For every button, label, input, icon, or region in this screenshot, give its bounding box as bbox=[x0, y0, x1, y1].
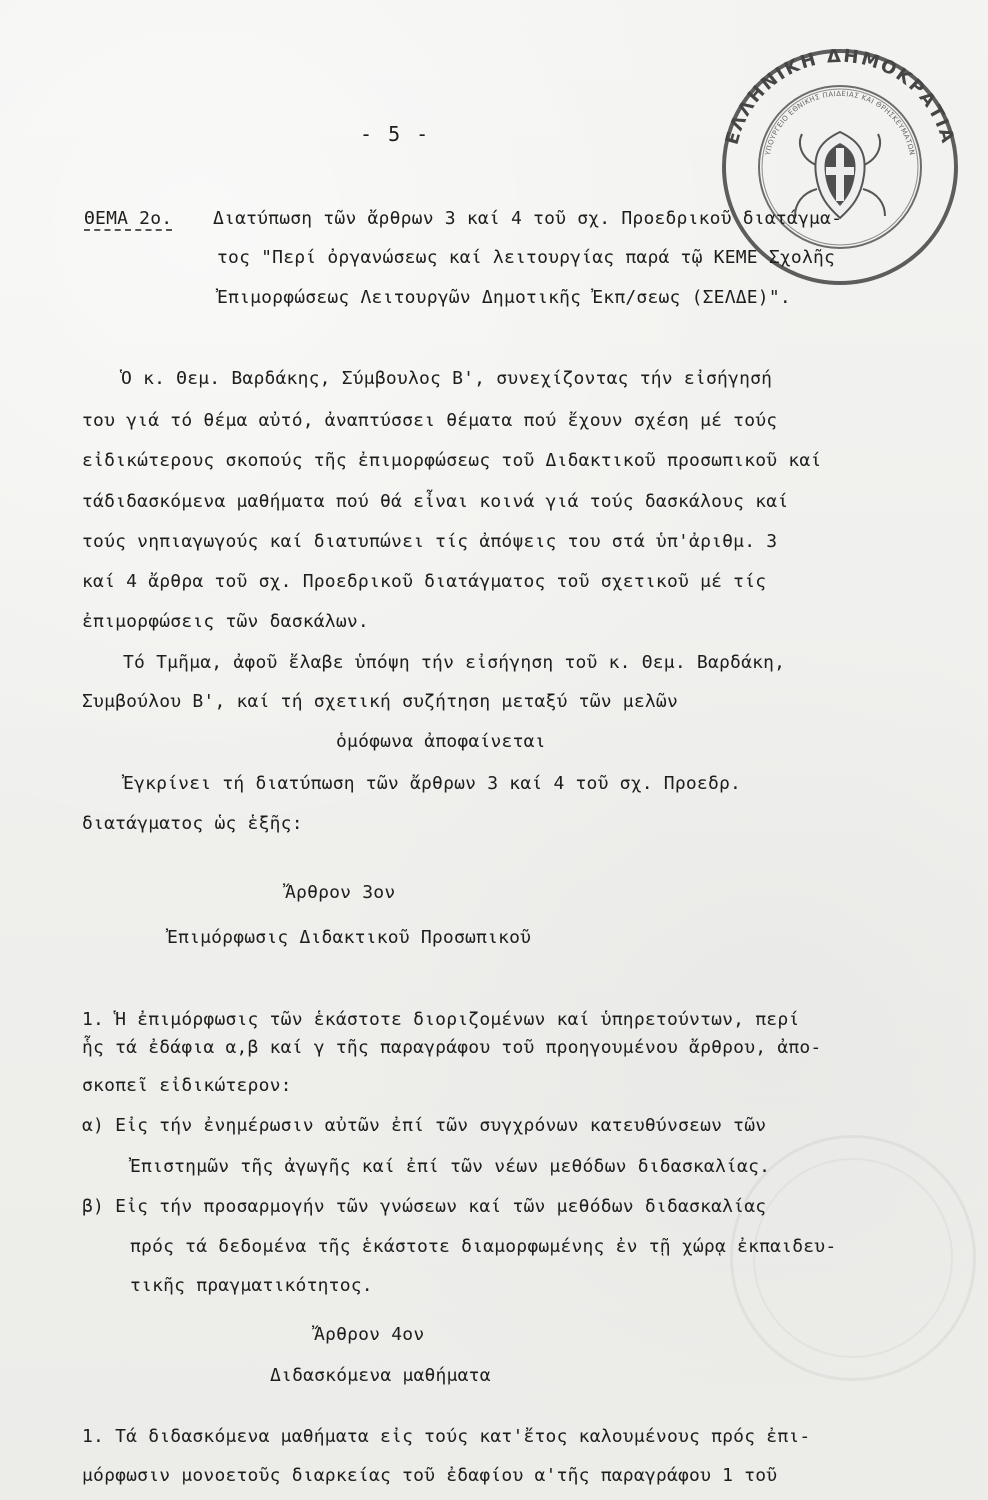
article-4-clause-1-line-2: μόρφωσιν μονοετοῦς διαρκείας τοῦ ἐδαφίου α'τῆς παραγράφου 1 τοῦ bbox=[82, 1465, 778, 1486]
stamp-outer-text: ΕΛΛΗΝΙΚΗ ΔΗΜΟΚΡΑΤΙΑ bbox=[721, 45, 959, 147]
stamp-inner-text: ΥΠΟΥΡΓΕΙΟ ΕΘΝΙΚΗΣ ΠΑΙΔΕΙΑΣ ΚΑΙ ΘΡΗΣΚΕΥΜΑΤΩΝ bbox=[763, 89, 917, 157]
article-3-item-b-line-2: πρός τά δεδομένα τῆς ἑκάστοτε διαμορφωμένης ἐν τῇ χώρᾳ ἐκπαιδευ- bbox=[130, 1236, 837, 1257]
paragraph-1-line-7: ἐπιμορφώσεις τῶν δασκάλων. bbox=[82, 611, 369, 632]
coat-of-arms-icon bbox=[795, 132, 885, 218]
page-number: - 5 - bbox=[360, 122, 431, 146]
article-4-title: Ἄρθρον 4ον bbox=[314, 1324, 425, 1345]
topic-line-3: Ἐπιμορφώσεως Λειτουργῶν Δημοτικῆς Ἐκπ/σεως (ΣΕΛΔΕ)". bbox=[217, 287, 791, 308]
paragraph-1-line-2: του γιά τό θέμα αὐτό, ἀναπτύσσει θέματα πού ἔχουν σχέση μέ τούς bbox=[82, 410, 778, 431]
approval-line-1: Ἐγκρίνει τή διατύπωση τῶν ἄρθρων 3 καί 4 τοῦ σχ. Προεδρ. bbox=[123, 773, 742, 794]
paragraph-1-line-4: τάδιδασκόμενα μαθήματα πού θά εἶναι κοινά γιά τούς δασκάλους καί bbox=[82, 491, 789, 512]
article-3-subtitle: Ἐπιμόρφωσις Διδακτικοῦ Προσωπικοῦ bbox=[167, 927, 532, 948]
article-3-clause-1-line-3: σκοπεῖ εἰδικώτερον: bbox=[82, 1075, 292, 1096]
article-3-item-b-line-3: τικῆς πραγματικότητος. bbox=[130, 1275, 373, 1296]
article-3-clause-1-line-2: ἧς τά ἐδάφια α,β καί γ τῆς παραγράφου τοῦ προηγουμένου ἄρθρου, ἀπο- bbox=[82, 1037, 822, 1058]
article-3-item-b-line-1: β) Εἰς τήν προσαρμογήν τῶν γνώσεων καί τῶν μεθόδων διδασκαλίας bbox=[82, 1196, 767, 1217]
paragraph-1-line-5: τούς νηπιαγωγούς καί διατυπώνει τίς ἀπόψεις του στά ὑπ'ἀριθμ. 3 bbox=[82, 531, 778, 552]
paragraph-1-line-6: καί 4 ἄρθρα τοῦ σχ. Προεδρικοῦ διατάγματος τοῦ σχετικοῦ μέ τίς bbox=[82, 571, 767, 592]
article-3-item-a-line-1: α) Εἰς τήν ἐνημέρωσιν αὐτῶν ἐπί τῶν συγχρόνων κατευθύνσεων τῶν bbox=[82, 1115, 767, 1136]
article-3-title: Ἄρθρον 3ον bbox=[285, 882, 396, 903]
topic-line-2: τος "Περί ὀργανώσεως καί λειτουργίας παρά τῷ ΚΕΜΕ Σχολῆς bbox=[217, 247, 836, 268]
approval-line-2: διατάγματος ὡς ἑξῆς: bbox=[82, 813, 303, 834]
paragraph-2-line-3: ὁμόφωνα ἀποφαίνεται bbox=[336, 731, 546, 752]
article-3-clause-1-line-1: 1. Ἡ ἐπιμόρφωσις τῶν ἑκάστοτε διοριζομένων καί ὑπηρετούντων, περί bbox=[82, 1009, 800, 1030]
paragraph-2-line-2: Συμβούλου Β', καί τή σχετική συζήτηση μεταξύ τῶν μελῶν bbox=[82, 691, 678, 712]
article-4-clause-1-line-1: 1. Τά διδασκόμενα μαθήματα εἰς τούς κατ'ἔτος καλουμένους πρός ἐπι- bbox=[82, 1426, 811, 1447]
paragraph-1-line-3: εἰδικώτερους σκοπούς τῆς ἐπιμορφώσεως τοῦ Διδακτικοῦ προσωπικοῦ καί bbox=[82, 450, 822, 471]
paragraph-2-line-1: Τό Τμῆμα, ἀφοῦ ἔλαβε ὑπόψη τήν εἰσήγηση τοῦ κ. Θεμ. Βαρδάκη, bbox=[123, 652, 786, 673]
faint-bleed-through-text-1 bbox=[95, 182, 494, 202]
topic-line-1: Διατύπωση τῶν ἄρθρων 3 καί 4 τοῦ σχ. Προεδρικοῦ διατάγμα- bbox=[213, 208, 843, 229]
topic-label: ΘΕΜΑ 2ο. bbox=[84, 208, 173, 229]
article-4-subtitle: Διδασκόμενα μαθήματα bbox=[270, 1365, 491, 1386]
paragraph-1-line-1: Ὁ κ. Θεμ. Βαρδάκης, Σύμβουλος Β', συνεχίζοντας τήν εἰσήγησή bbox=[121, 368, 773, 389]
article-3-item-a-line-2: Ἐπιστημῶν τῆς ἀγωγῆς καί ἐπί τῶν νέων μεθόδων διδασκαλίας. bbox=[130, 1156, 771, 1177]
